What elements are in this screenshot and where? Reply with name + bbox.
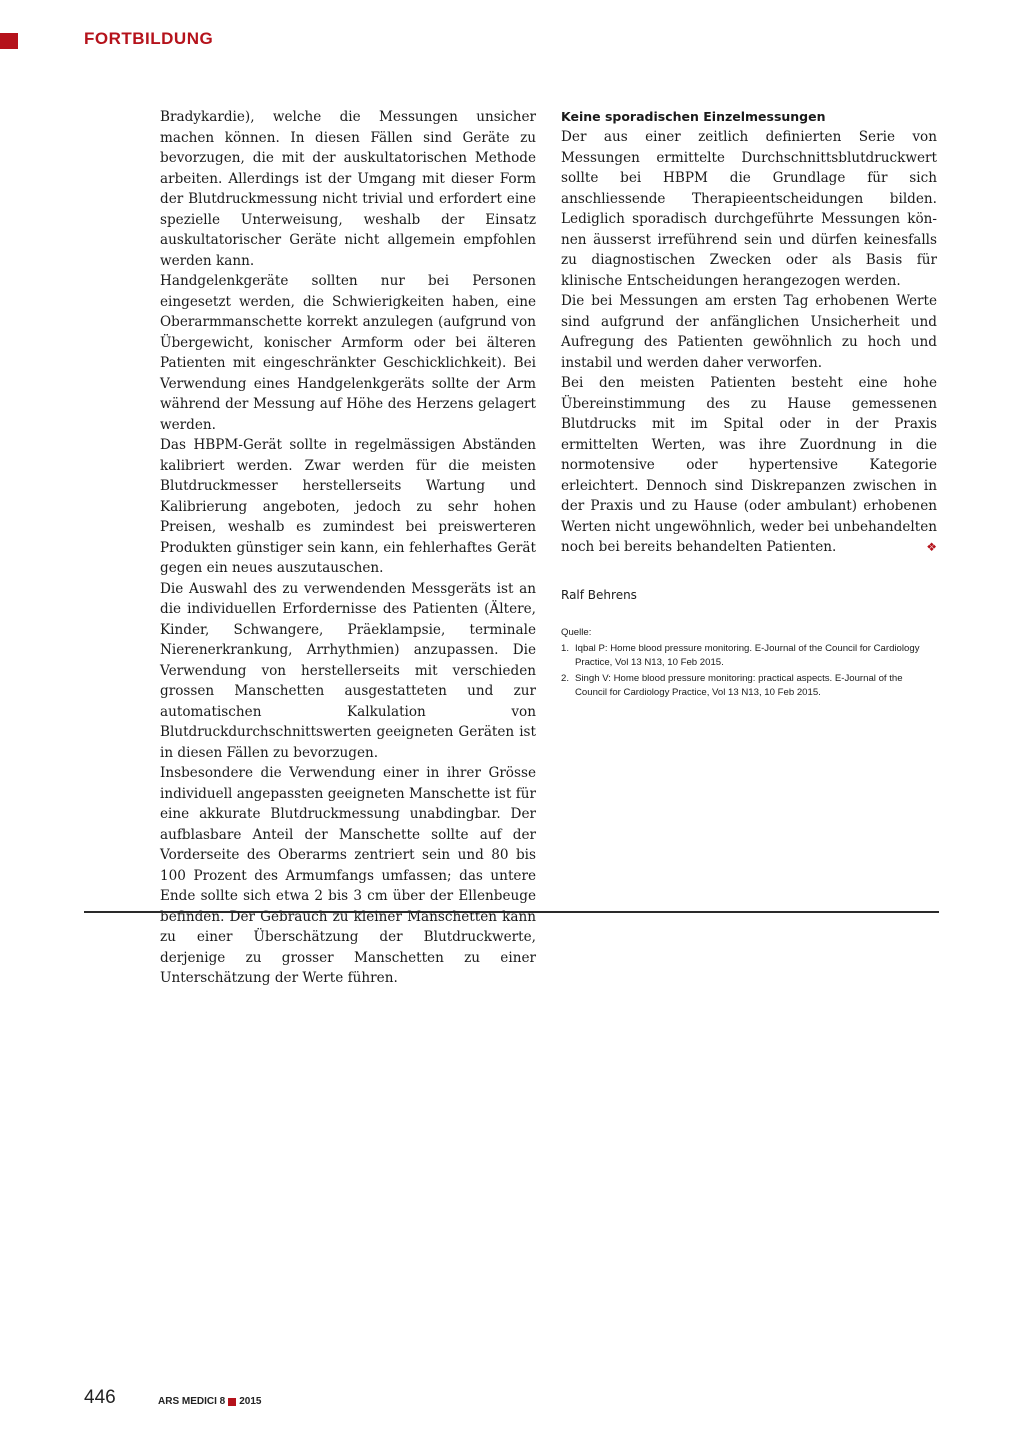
journal-name: ARS MEDICI 8	[158, 1396, 226, 1407]
body-paragraph: Handgelenkgeräte sollten nur bei Personen eingesetzt werden, die Schwierigkeiten haben, eine Oberarmmanschette korrekt anzulegen (aufgrund von Übergewicht, konischer Armform oder bei älteren Patienten mit eingeschränkter Geschicklichkeit). Bei Verwendung eines Handgelenkgeräts sollte der Arm während der Messung auf Höhe des Herzens gelagert werden.	[160, 273, 536, 433]
body-paragraph: Die Auswahl des zu verwendenden Messgeräts ist an die individuellen Erfordernisse des Patienten (Ältere, Kinder, Schwangere, Präeklampsie, terminale Nierenerkrankung, Arrhythmien) anzupassen. Die Verwendung von herstellerseits mit verschieden grossen Manschetten ausgestatteten und zur automatischen Kalkulation von Blutdruckdurchschnittswerten geeigneten Geräten ist in diesen Fällen zu bevorzugen.	[160, 580, 536, 761]
references	[561, 626, 937, 700]
body-paragraph: Die bei Messungen am ersten Tag erhobenen Werte sind aufgrund der anfänglichen Unsicherheit und Aufregung des Patienten gewöhnlich zu hoch und instabil und werden daher verworfen.	[561, 293, 937, 371]
author-name: Ralf Behrens	[561, 587, 637, 602]
footer-square-icon	[228, 1398, 236, 1406]
reference-number: 2.	[561, 672, 570, 684]
reference-item	[561, 672, 937, 700]
left-column	[160, 107, 536, 989]
page-number: 446	[84, 1387, 116, 1408]
body-paragraph: Insbesondere die Verwendung einer in ihrer Grösse individuell angepassten geeigneten Manschette ist für eine akkurate Blutdruckmessung unabdingbar. Der aufblasbare Anteil der Manschette sollte auf der Vorderseite des Oberarms zentriert sein und 80 bis 100 Prozent des Armumfangs umfassen; das untere Ende sollte sich etwa 2 bis 3 cm über der Ellenbeuge befinden. Der Gebrauch zu kleiner Manschetten kann zu einer Überschätzung der Blutdruckwerte, derjenige zu grosser Manschetten zu einer Unterschätzung der Werte führen.	[160, 765, 536, 986]
body-paragraph: Das HBPM-Gerät sollte in regelmässigen Abständen kalibriert werden. Zwar werden für die meisten Blutdruckmesser herstellerseits Wartung und Kalibrierung angeboten, jedoch zu sehr hohen Preisen, weshalb es zumindest bei preiswerteren Produkten günstiger sein kann, ein fehlerhaftes Gerät gegen ein neues auszutauschen.	[160, 437, 536, 576]
right-column	[561, 107, 937, 702]
reference-text: Singh V: Home blood pressure monitoring: practical aspects. E-Journal of the Council for Cardiology Practice, Vol 13 N13, 10 Feb 2015.	[575, 672, 903, 698]
section-marker	[0, 33, 18, 49]
journal-year: 2015	[239, 1396, 262, 1407]
reference-number: 1.	[561, 642, 570, 654]
body-paragraph: Der aus einer zeitlich definierten Serie von Messungen ermittelte Durchschnittsblutdruckwert sollte bei HBPM die Grundlage für sich anschliessende Therapieentscheidungen bilden. Lediglich sporadisch durchgeführte Messungen können äusserst irreführend sein und dürfen keinesfalls zu diagnostischen Zwecken oder als Basis für klinische Entscheidungen herangezogen werden.	[561, 129, 937, 289]
horizontal-rule	[84, 911, 939, 913]
references-label: Quelle:	[561, 626, 592, 638]
reference-item	[561, 642, 937, 670]
body-paragraph-text: Bei den meisten Patienten besteht eine hohe Übereinstimmung des zu Hause gemessenen Blutdrucks mit im Spital oder in der Praxis ermittelten Werten, was ihre Zuordnung in die normotensive oder hypertensive Kategorie erleichtert. Dennoch sind Diskrepanzen zwischen in der Praxis und zu Hause (oder ambulant) erhobenen Werten nicht ungewöhnlich, weder bei unbehandelten noch bei bereits behandelten Patienten.	[561, 375, 937, 555]
footer-journal	[158, 1396, 261, 1407]
body-paragraph-last	[561, 373, 937, 558]
body-paragraph: Bradykardie), welche die Messungen unsicher machen können. In diesen Fällen sind Geräte zu bevorzugen, die mit der auskultatorischen Methode arbeiten. Allerdings ist der Umgang mit dieser Form der Blutdruckmessung nicht trivial und erfordert eine spezielle Unterweisung, weshalb der Einsatz auskultatorischer Geräte nicht allgemein empfohlen werden kann.	[160, 109, 536, 269]
section-title: FORTBILDUNG	[84, 29, 214, 48]
end-of-article-icon: ❖	[926, 540, 937, 554]
section-subheading: Keine sporadischen Einzelmessungen	[561, 109, 826, 124]
reference-text: Iqbal P: Home blood pressure monitoring. E-Journal of the Council for Cardiology Practice, Vol 13 N13, 10 Feb 2015.	[575, 642, 920, 668]
